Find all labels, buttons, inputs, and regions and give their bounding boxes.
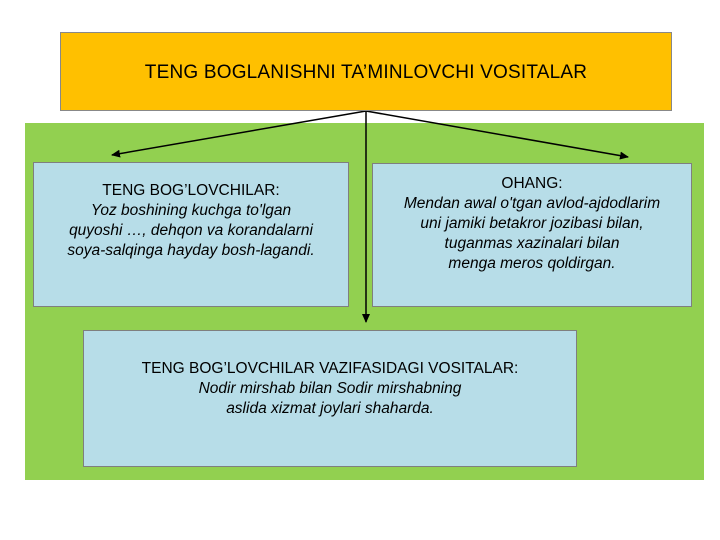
- conjunctions-example-line: quyoshi …, dehqon va korandalarni: [69, 222, 313, 239]
- intonation-example-line: tuganmas xazinalari bilan: [444, 235, 620, 252]
- conjunctions-heading: TENG BOG’LOVCHILAR:: [102, 182, 280, 199]
- conjunction-function-example-line: Nodir mirshab bilan Sodir mirshabning: [198, 380, 462, 397]
- conjunctions-example-line: soya-salqinga hayday bosh-lagandi.: [67, 242, 315, 259]
- diagram-title-text: TENG BOGLANISHNI TA’MINLOVCHI VOSITALAR: [144, 62, 588, 83]
- conjunctions-example-line: Yoz boshining kuchga to'lgan: [90, 202, 292, 219]
- conjunctions-box: [33, 162, 349, 307]
- diagram-title: [60, 32, 672, 111]
- conjunction-function-means-box: [83, 330, 577, 467]
- intonation-example-line: menga meros qoldirgan.: [448, 255, 616, 272]
- arrow-to-left-box: [112, 111, 366, 155]
- conjunction-function-example-line: aslida xizmat joylari shaharda.: [226, 400, 434, 417]
- arrow-to-right-box: [366, 111, 628, 157]
- intonation-example-line: Mendan awal o'tgan avlod-ajdodlarim: [403, 195, 661, 212]
- conjunction-function-heading: TENG BOG’LOVCHILAR VAZIFASIDAGI VOSITALAR:: [141, 360, 519, 377]
- intonation-box: [372, 163, 692, 307]
- intonation-example-line: uni jamiki betakror jozibasi bilan,: [420, 215, 644, 232]
- intonation-heading: OHANG:: [501, 175, 563, 192]
